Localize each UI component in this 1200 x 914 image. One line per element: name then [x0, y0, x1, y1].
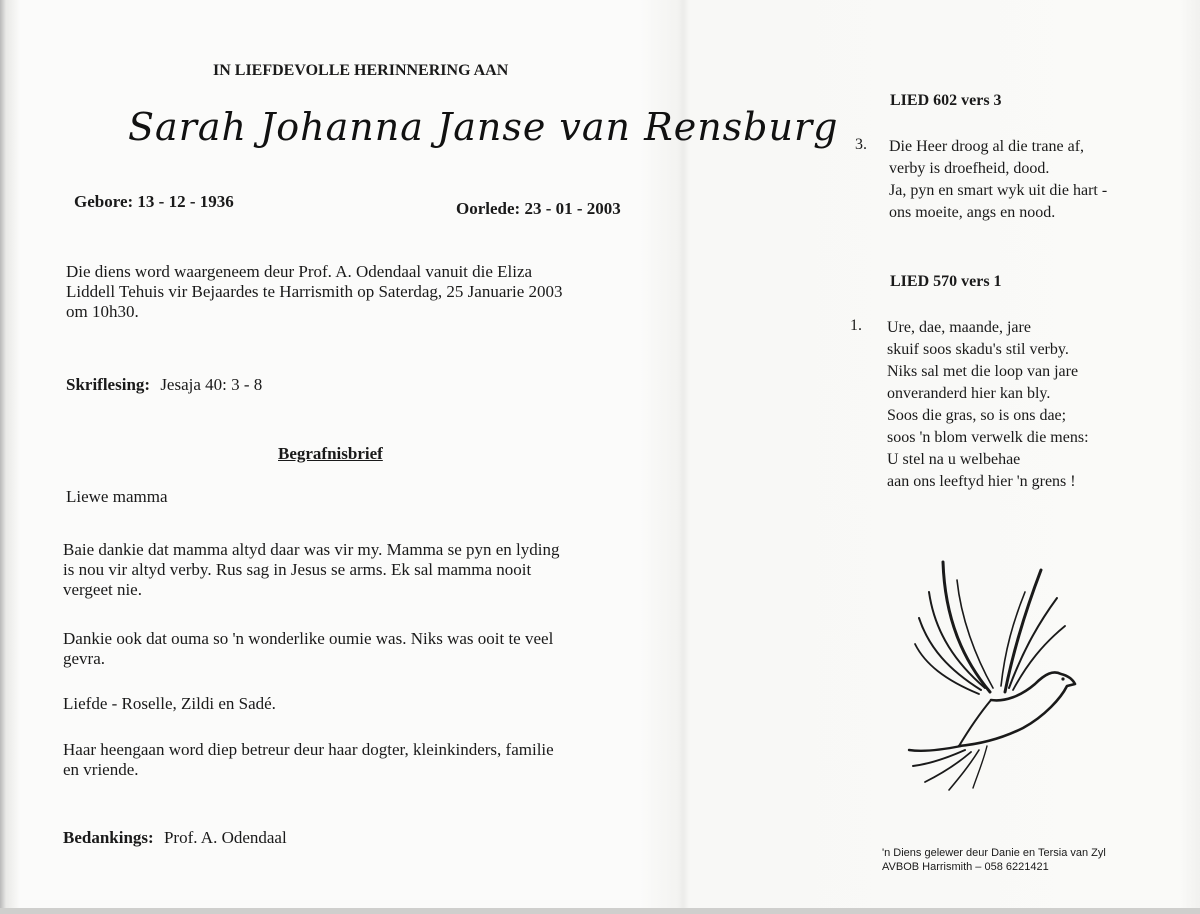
- scripture-label: Skriflesing:: [66, 375, 151, 394]
- birth-date: Gebore: 13 - 12 - 1936: [74, 192, 234, 211]
- hymn-570-title: LIED 570 vers 1: [890, 273, 1002, 290]
- bottom-edge: [0, 908, 1200, 914]
- acknowledgements-value: Prof. A. Odendaal: [163, 828, 287, 847]
- hymn-570-verse: Ure, dae, maande, jare skuif soos skadu's stil verby. Niks sal met die loop van jare onveranderd hier kan bly. Soos die gras, so is ons dae; soos 'n blom verwelk die mens: U stel na u welbehae aan ons leeftyd hier 'n grens !: [887, 319, 1089, 490]
- hymn-602-title: LIED 602 vers 3: [890, 92, 1002, 109]
- deceased-name: Sarah Johanna Janse van Rensburg: [128, 105, 839, 149]
- scripture-reading: [66, 375, 262, 395]
- hymn-570-number: 1.: [850, 317, 862, 334]
- funeral-service-credit: 'n Diens gelewer deur Danie en Tersia van Zyl AVBOB Harrismith – 058 6221421: [882, 847, 1106, 873]
- hymn-602-verse: Die Heer droog al die trane af, verby is droefheid, dood. Ja, pyn en smart wyk uit die hart - ons moeite, angs en nood.: [889, 138, 1108, 221]
- acknowledgements-label: Bedankings:: [63, 828, 154, 847]
- service-details: Die diens word waargeneem deur Prof. A. Odendaal vanuit die Eliza Liddell Tehuis vir Bejaardes te Harrismith op Saterdag, 25 Januarie 2003 om 10h30.: [66, 262, 563, 321]
- letter-greeting: Liewe mamma: [66, 487, 168, 506]
- letter-paragraph-1: Baie dankie dat mamma altyd daar was vir my. Mamma se pyn en lyding is nou vir altyd verby. Rus sag in Jesus se arms. Ek sal mamma nooit vergeet nie.: [63, 540, 560, 599]
- mourning-notice: Haar heengaan word diep betreur deur haar dogter, kleinkinders, familie en vriende.: [63, 740, 554, 779]
- acknowledgements: [63, 828, 287, 848]
- heading: IN LIEFDEVOLLE HERINNERING AAN: [213, 62, 509, 79]
- hymn-602-number: 3.: [855, 136, 867, 153]
- letter-signature: Liefde - Roselle, Zildi en Sadé.: [63, 694, 276, 713]
- dove-icon: [895, 552, 1085, 797]
- death-date: Oorlede: 23 - 01 - 2003: [456, 199, 621, 218]
- letter-title: Begrafnisbrief: [278, 444, 383, 463]
- scripture-value: Jesaja 40: 3 - 8: [160, 375, 263, 394]
- letter-paragraph-2: Dankie ook dat ouma so 'n wonderlike oumie was. Niks was ooit te veel gevra.: [63, 629, 554, 668]
